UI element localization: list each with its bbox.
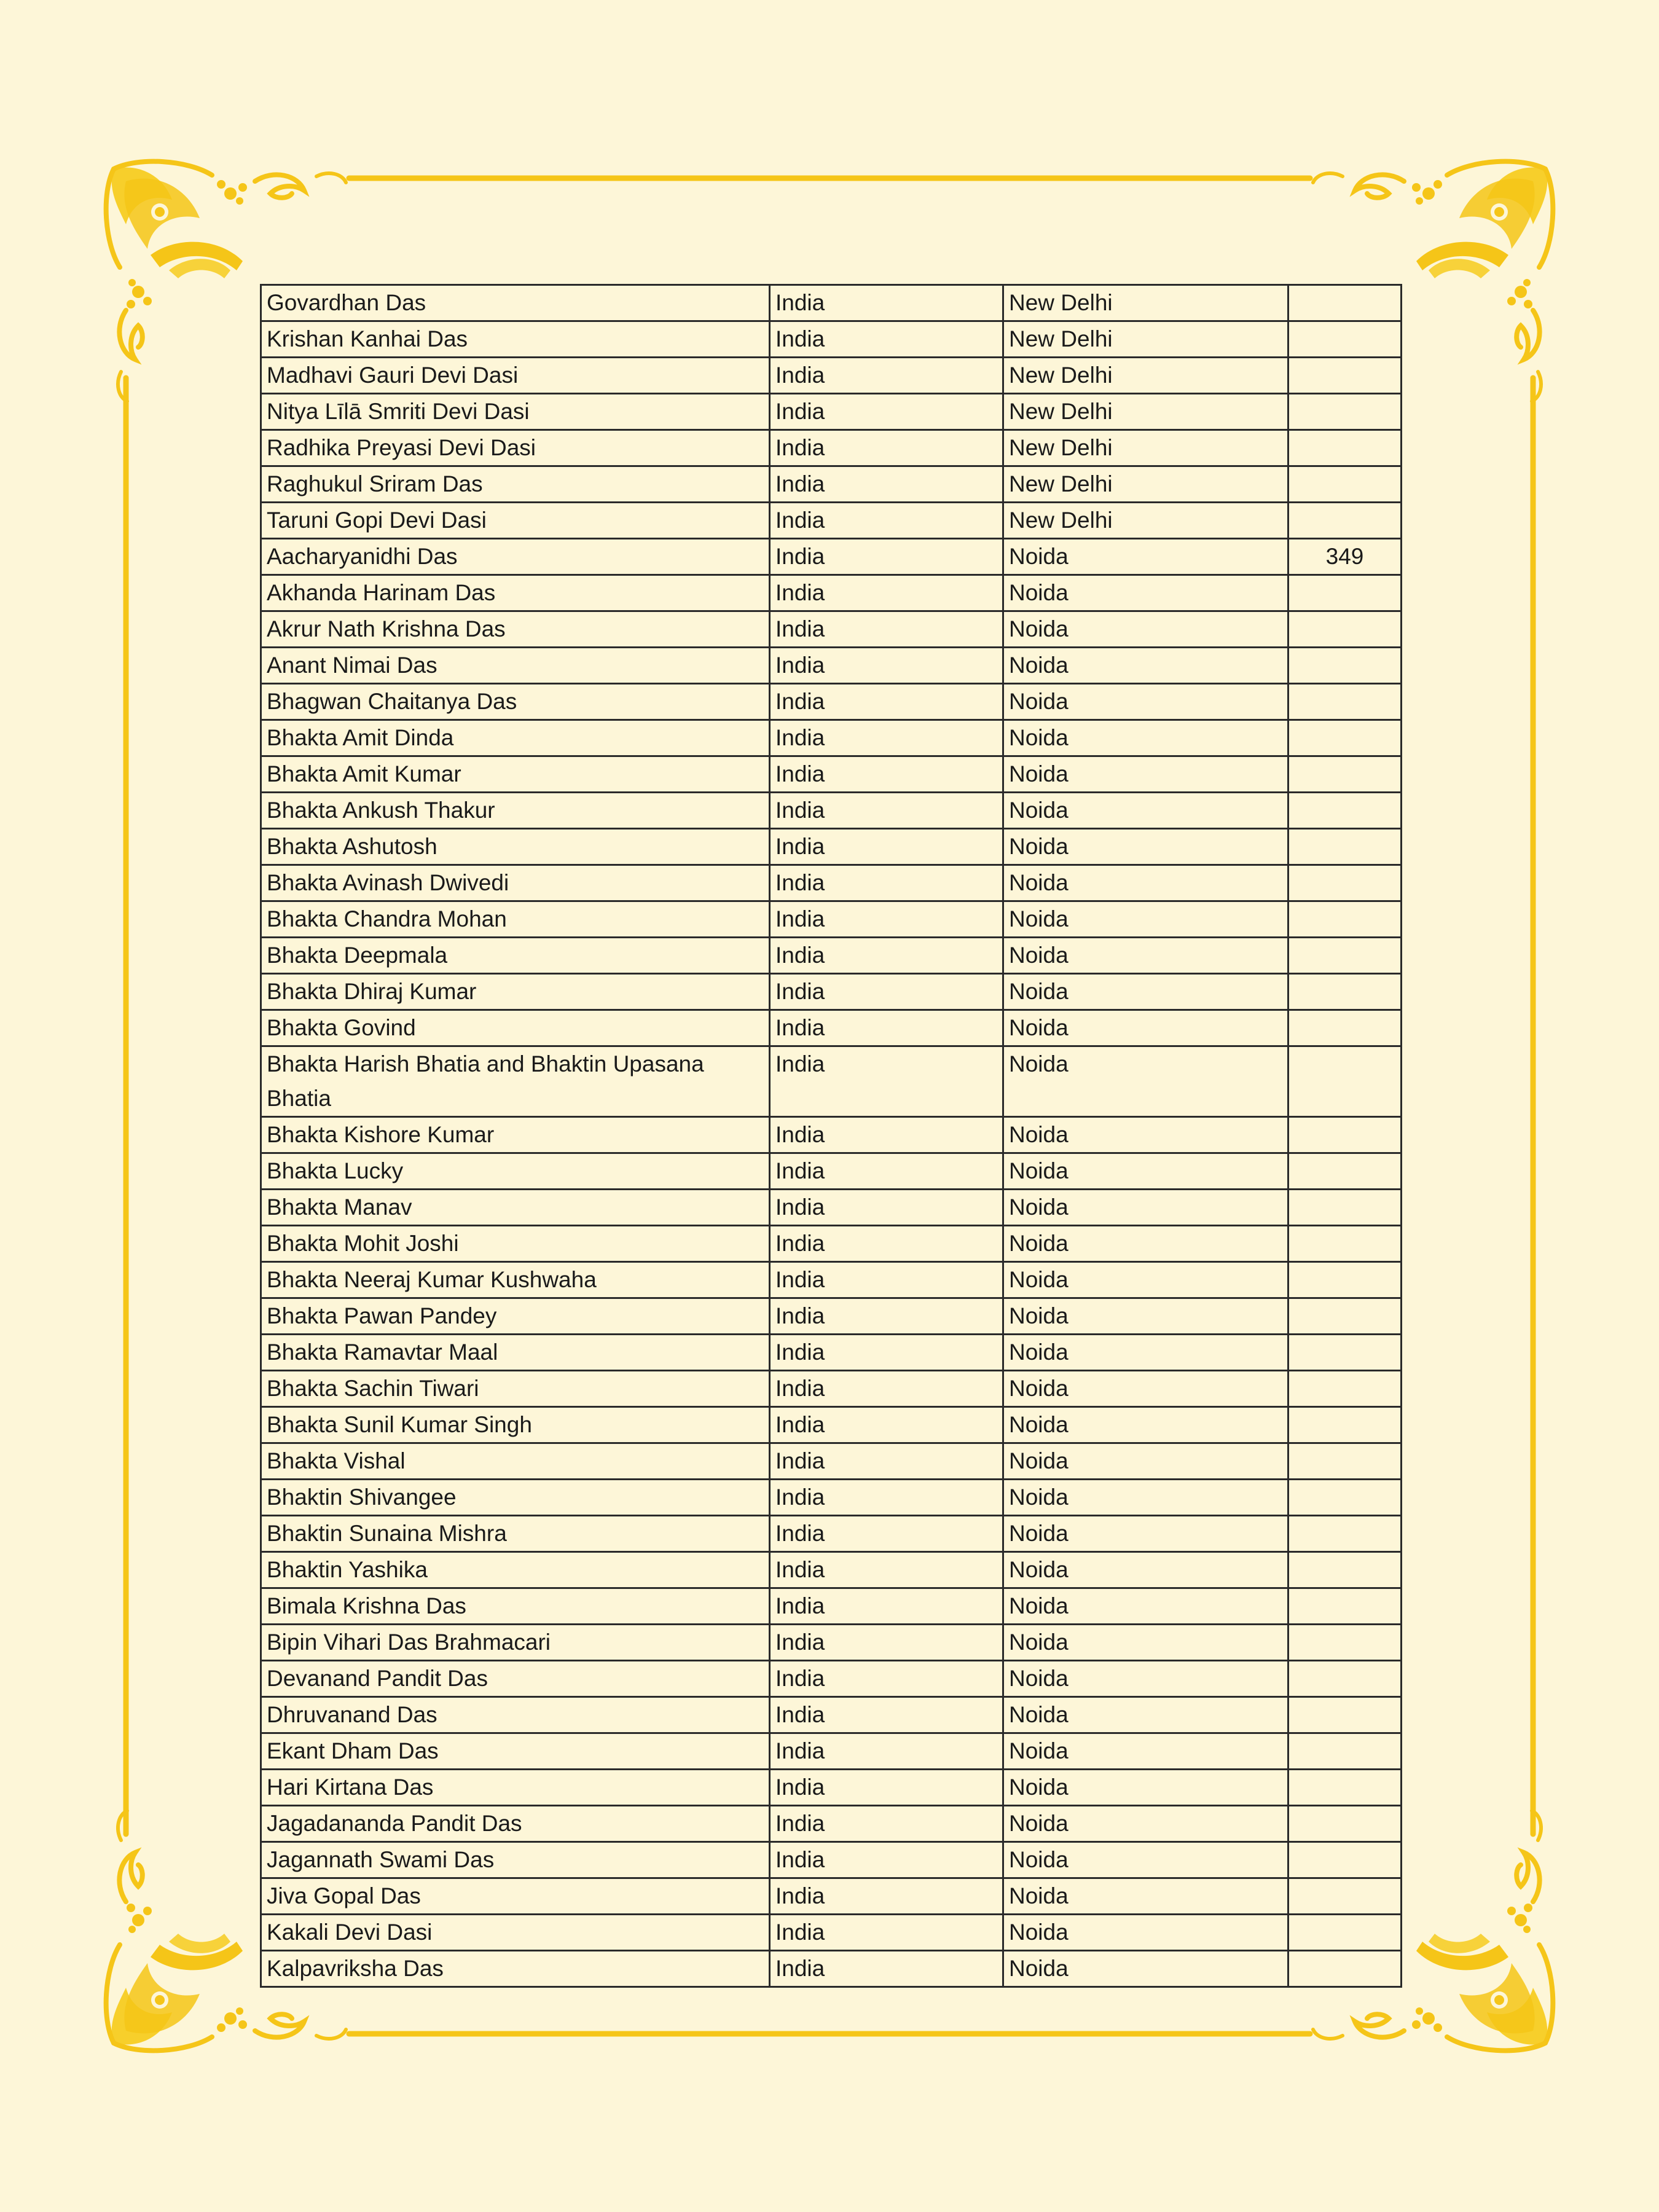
- page-number-cell: [1288, 1770, 1402, 1806]
- page-number-cell: [1288, 974, 1402, 1010]
- country-cell: India: [770, 865, 1003, 901]
- page-number-cell: [1288, 321, 1402, 358]
- city-cell: New Delhi: [1003, 321, 1288, 358]
- name-cell: Bhakta Ramavtar Maal: [261, 1335, 770, 1371]
- city-cell: Noida: [1003, 1153, 1288, 1190]
- name-cell: Bhakta Lucky: [261, 1153, 770, 1190]
- page-number-cell: [1288, 430, 1402, 466]
- page-number-cell: [1288, 1697, 1402, 1733]
- table-row: [261, 1915, 1402, 1951]
- country-cell: India: [770, 1226, 1003, 1262]
- city-cell: Noida: [1003, 539, 1288, 575]
- table-row: [261, 539, 1402, 575]
- city-cell: Noida: [1003, 684, 1288, 720]
- city-cell: Noida: [1003, 793, 1288, 829]
- page-number-cell: [1288, 1733, 1402, 1770]
- country-cell: India: [770, 1878, 1003, 1915]
- table-row: [261, 503, 1402, 539]
- name-cell: Bipin Vihari Das Brahmacari: [261, 1625, 770, 1661]
- country-cell: India: [770, 430, 1003, 466]
- city-cell: Noida: [1003, 1190, 1288, 1226]
- name-cell: Taruni Gopi Devi Dasi: [261, 503, 770, 539]
- table-row: [261, 1661, 1402, 1697]
- page-number-cell: [1288, 1661, 1402, 1697]
- city-cell: Noida: [1003, 865, 1288, 901]
- page-number-cell: [1288, 394, 1402, 430]
- city-cell: Noida: [1003, 1010, 1288, 1046]
- page-number-cell: [1288, 1588, 1402, 1625]
- name-cell: Bhakta Avinash Dwivedi: [261, 865, 770, 901]
- page-number-cell: [1288, 1262, 1402, 1298]
- city-cell: Noida: [1003, 1733, 1288, 1770]
- page-number-cell: [1288, 1407, 1402, 1443]
- table-row: [261, 466, 1402, 503]
- country-cell: India: [770, 1010, 1003, 1046]
- city-cell: Noida: [1003, 1588, 1288, 1625]
- page-number-cell: [1288, 1190, 1402, 1226]
- country-cell: India: [770, 1697, 1003, 1733]
- table-row: [261, 648, 1402, 684]
- table-row: [261, 1516, 1402, 1552]
- country-cell: India: [770, 394, 1003, 430]
- page-number-cell: [1288, 1226, 1402, 1262]
- page-number-cell: [1288, 1117, 1402, 1153]
- city-cell: Noida: [1003, 1480, 1288, 1516]
- name-cell: Nitya Līlā Smriti Devi Dasi: [261, 394, 770, 430]
- city-cell: Noida: [1003, 938, 1288, 974]
- name-cell: Kakali Devi Dasi: [261, 1915, 770, 1951]
- name-cell: Anant Nimai Das: [261, 648, 770, 684]
- name-cell: Jagannath Swami Das: [261, 1842, 770, 1878]
- country-cell: India: [770, 1046, 1003, 1117]
- name-cell: Radhika Preyasi Devi Dasi: [261, 430, 770, 466]
- name-cell: Bhakta Dhiraj Kumar: [261, 974, 770, 1010]
- city-cell: New Delhi: [1003, 503, 1288, 539]
- name-cell: Bhakta Mohit Joshi: [261, 1226, 770, 1262]
- name-cell: Bhakta Ashutosh: [261, 829, 770, 865]
- page-number-cell: [1288, 720, 1402, 756]
- city-cell: New Delhi: [1003, 466, 1288, 503]
- name-cell: Kalpavriksha Das: [261, 1951, 770, 1987]
- name-cell: Bhakta Neeraj Kumar Kushwaha: [261, 1262, 770, 1298]
- page-number-cell: [1288, 1046, 1402, 1117]
- page-number-cell: [1288, 1335, 1402, 1371]
- table-row: [261, 1806, 1402, 1842]
- page-number-cell: [1288, 1842, 1402, 1878]
- country-cell: India: [770, 901, 1003, 938]
- page-number-cell: [1288, 358, 1402, 394]
- country-cell: India: [770, 1117, 1003, 1153]
- country-cell: India: [770, 1625, 1003, 1661]
- city-cell: Noida: [1003, 575, 1288, 611]
- name-cell: Hari Kirtana Das: [261, 1770, 770, 1806]
- page-number-cell: [1288, 865, 1402, 901]
- table-row: [261, 1046, 1402, 1117]
- city-cell: Noida: [1003, 1371, 1288, 1407]
- city-cell: Noida: [1003, 1226, 1288, 1262]
- city-cell: New Delhi: [1003, 285, 1288, 321]
- country-cell: India: [770, 285, 1003, 321]
- table-row: [261, 394, 1402, 430]
- name-cell: Bimala Krishna Das: [261, 1588, 770, 1625]
- city-cell: Noida: [1003, 1697, 1288, 1733]
- page-number-cell: [1288, 793, 1402, 829]
- table-body: [261, 285, 1402, 1987]
- city-cell: Noida: [1003, 1625, 1288, 1661]
- page-number-cell: [1288, 1443, 1402, 1480]
- country-cell: India: [770, 1480, 1003, 1516]
- table-row: [261, 1480, 1402, 1516]
- country-cell: India: [770, 1661, 1003, 1697]
- city-cell: Noida: [1003, 1046, 1288, 1117]
- country-cell: India: [770, 1588, 1003, 1625]
- name-cell: Bhaktin Sunaina Mishra: [261, 1516, 770, 1552]
- table-row: [261, 1226, 1402, 1262]
- country-cell: India: [770, 321, 1003, 358]
- page-number-cell: [1288, 575, 1402, 611]
- name-cell: Aacharyanidhi Das: [261, 539, 770, 575]
- city-cell: Noida: [1003, 756, 1288, 793]
- name-cell: Akhanda Harinam Das: [261, 575, 770, 611]
- name-cell: Bhakta Amit Kumar: [261, 756, 770, 793]
- country-cell: India: [770, 503, 1003, 539]
- table-row: [261, 1190, 1402, 1226]
- name-cell: Bhakta Manav: [261, 1190, 770, 1226]
- country-cell: India: [770, 358, 1003, 394]
- city-cell: Noida: [1003, 611, 1288, 648]
- country-cell: India: [770, 938, 1003, 974]
- table-row: [261, 1335, 1402, 1371]
- table-row: [261, 974, 1402, 1010]
- table-row: [261, 1117, 1402, 1153]
- table-row: [261, 1625, 1402, 1661]
- page-number-cell: 349: [1288, 539, 1402, 575]
- table-row: [261, 1878, 1402, 1915]
- name-cell: Devanand Pandit Das: [261, 1661, 770, 1697]
- name-cell: Bhaktin Yashika: [261, 1552, 770, 1588]
- city-cell: Noida: [1003, 1298, 1288, 1335]
- name-cell: Govardhan Das: [261, 285, 770, 321]
- name-cell: Madhavi Gauri Devi Dasi: [261, 358, 770, 394]
- table-row: [261, 1010, 1402, 1046]
- table-row: [261, 1552, 1402, 1588]
- city-cell: New Delhi: [1003, 394, 1288, 430]
- country-cell: India: [770, 466, 1003, 503]
- table-row: [261, 1153, 1402, 1190]
- country-cell: India: [770, 539, 1003, 575]
- table-row: [261, 1298, 1402, 1335]
- city-cell: New Delhi: [1003, 358, 1288, 394]
- city-cell: Noida: [1003, 1552, 1288, 1588]
- table-row: [261, 1588, 1402, 1625]
- country-cell: India: [770, 1951, 1003, 1987]
- city-cell: Noida: [1003, 1117, 1288, 1153]
- country-cell: India: [770, 1262, 1003, 1298]
- page-number-cell: [1288, 756, 1402, 793]
- country-cell: India: [770, 793, 1003, 829]
- name-cell: Jiva Gopal Das: [261, 1878, 770, 1915]
- name-cell: Bhakta Sachin Tiwari: [261, 1371, 770, 1407]
- country-cell: India: [770, 1371, 1003, 1407]
- city-cell: Noida: [1003, 1262, 1288, 1298]
- country-cell: India: [770, 829, 1003, 865]
- page-number-cell: [1288, 611, 1402, 648]
- country-cell: India: [770, 1335, 1003, 1371]
- table-row: [261, 1443, 1402, 1480]
- city-cell: Noida: [1003, 829, 1288, 865]
- page-number-cell: [1288, 938, 1402, 974]
- name-cell: Bhaktin Shivangee: [261, 1480, 770, 1516]
- country-cell: India: [770, 720, 1003, 756]
- city-cell: Noida: [1003, 648, 1288, 684]
- page-number-cell: [1288, 901, 1402, 938]
- page-number-cell: [1288, 1625, 1402, 1661]
- table-row: [261, 1770, 1402, 1806]
- country-cell: India: [770, 1407, 1003, 1443]
- city-cell: Noida: [1003, 1878, 1288, 1915]
- city-cell: New Delhi: [1003, 430, 1288, 466]
- country-cell: India: [770, 1770, 1003, 1806]
- table-row: [261, 358, 1402, 394]
- city-cell: Noida: [1003, 974, 1288, 1010]
- name-cell: Bhakta Kishore Kumar: [261, 1117, 770, 1153]
- name-cell: Bhakta Deepmala: [261, 938, 770, 974]
- city-cell: Noida: [1003, 1661, 1288, 1697]
- country-cell: India: [770, 648, 1003, 684]
- country-cell: India: [770, 1552, 1003, 1588]
- city-cell: Noida: [1003, 1915, 1288, 1951]
- page-number-cell: [1288, 1951, 1402, 1987]
- country-cell: India: [770, 611, 1003, 648]
- city-cell: Noida: [1003, 901, 1288, 938]
- name-cell: Bhakta Pawan Pandey: [261, 1298, 770, 1335]
- table-row: [261, 1262, 1402, 1298]
- name-cell: Bhakta Ankush Thakur: [261, 793, 770, 829]
- country-cell: India: [770, 974, 1003, 1010]
- page-number-cell: [1288, 1371, 1402, 1407]
- page-number-cell: [1288, 1010, 1402, 1046]
- country-cell: India: [770, 1733, 1003, 1770]
- name-cell: Dhruvanand Das: [261, 1697, 770, 1733]
- page-number-cell: [1288, 503, 1402, 539]
- table-row: [261, 1371, 1402, 1407]
- table-row: [261, 1407, 1402, 1443]
- name-cell: Bhakta Harish Bhatia and Bhaktin Upasana Bhatia: [261, 1046, 770, 1117]
- table-row: [261, 684, 1402, 720]
- country-cell: India: [770, 1153, 1003, 1190]
- table-row: [261, 321, 1402, 358]
- table-row: [261, 793, 1402, 829]
- page-number-cell: [1288, 684, 1402, 720]
- city-cell: Noida: [1003, 1407, 1288, 1443]
- name-cell: Bhakta Sunil Kumar Singh: [261, 1407, 770, 1443]
- name-cell: Bhakta Govind: [261, 1010, 770, 1046]
- city-cell: Noida: [1003, 1770, 1288, 1806]
- city-cell: Noida: [1003, 1443, 1288, 1480]
- name-cell: Jagadananda Pandit Das: [261, 1806, 770, 1842]
- table-row: [261, 575, 1402, 611]
- city-cell: Noida: [1003, 1951, 1288, 1987]
- country-cell: India: [770, 684, 1003, 720]
- country-cell: India: [770, 1915, 1003, 1951]
- table-row: [261, 611, 1402, 648]
- page-number-cell: [1288, 1552, 1402, 1588]
- page-number-cell: [1288, 466, 1402, 503]
- page-number-cell: [1288, 1153, 1402, 1190]
- page-number-cell: [1288, 1298, 1402, 1335]
- city-cell: Noida: [1003, 1516, 1288, 1552]
- country-cell: India: [770, 575, 1003, 611]
- table-row: [261, 285, 1402, 321]
- table-row: [261, 756, 1402, 793]
- name-cell: Raghukul Sriram Das: [261, 466, 770, 503]
- name-cell: Bhakta Vishal: [261, 1443, 770, 1480]
- page-number-cell: [1288, 829, 1402, 865]
- country-cell: India: [770, 1190, 1003, 1226]
- table-row: [261, 1951, 1402, 1987]
- page-number-cell: [1288, 1878, 1402, 1915]
- page-number-cell: [1288, 1516, 1402, 1552]
- country-cell: India: [770, 1298, 1003, 1335]
- page-number-cell: [1288, 1806, 1402, 1842]
- country-cell: India: [770, 756, 1003, 793]
- country-cell: India: [770, 1842, 1003, 1878]
- table-row: [261, 430, 1402, 466]
- city-cell: Noida: [1003, 1335, 1288, 1371]
- country-cell: India: [770, 1516, 1003, 1552]
- name-cell: Krishan Kanhai Das: [261, 321, 770, 358]
- table-row: [261, 1697, 1402, 1733]
- table-row: [261, 938, 1402, 974]
- name-cell: Bhakta Chandra Mohan: [261, 901, 770, 938]
- table-row: [261, 865, 1402, 901]
- name-cell: Bhakta Amit Dinda: [261, 720, 770, 756]
- table-row: [261, 829, 1402, 865]
- table-row: [261, 1842, 1402, 1878]
- page-number-cell: [1288, 285, 1402, 321]
- table-row: [261, 1733, 1402, 1770]
- name-cell: Ekant Dham Das: [261, 1733, 770, 1770]
- page-number-cell: [1288, 648, 1402, 684]
- country-cell: India: [770, 1806, 1003, 1842]
- city-cell: Noida: [1003, 1806, 1288, 1842]
- name-cell: Bhagwan Chaitanya Das: [261, 684, 770, 720]
- page-number-cell: [1288, 1915, 1402, 1951]
- page-number-cell: [1288, 1480, 1402, 1516]
- table-row: [261, 720, 1402, 756]
- city-cell: Noida: [1003, 720, 1288, 756]
- country-cell: India: [770, 1443, 1003, 1480]
- donor-table: [260, 284, 1402, 1988]
- city-cell: Noida: [1003, 1842, 1288, 1878]
- name-cell: Akrur Nath Krishna Das: [261, 611, 770, 648]
- table-row: [261, 901, 1402, 938]
